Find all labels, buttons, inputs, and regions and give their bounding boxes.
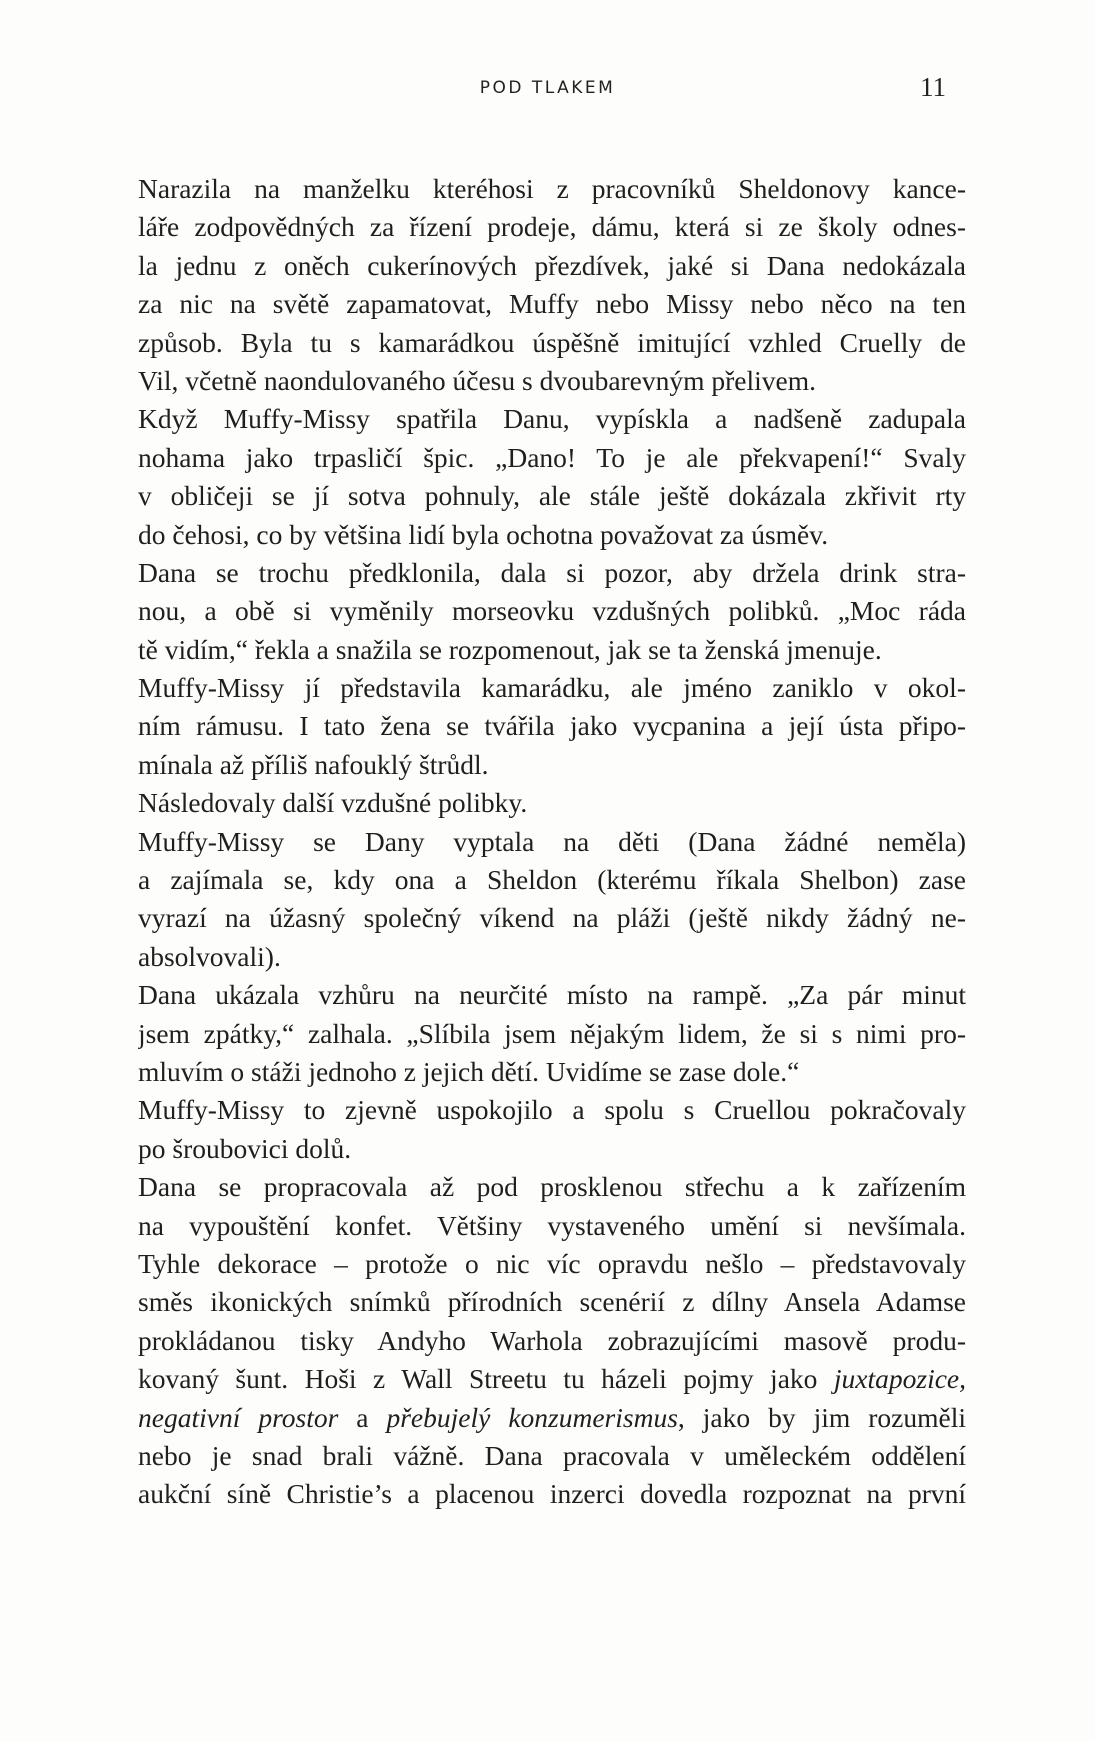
body-text: [138, 170, 966, 1514]
text-line: mluvím o stáži jednoho z jejich dětí. Uvidíme se zase dole.“: [138, 1055, 800, 1087]
italic-term: negativní prostor: [138, 1401, 339, 1433]
text-line: prokládanou tisky Andyho Warhola zobrazujícími masově produ-: [138, 1324, 966, 1356]
text-line: Muffy-Missy se Dany vyptala na děti (Dana žádné neměla): [138, 825, 966, 857]
text-line: Vil, včetně naondulovaného účesu s dvoubarevným přelivem.: [138, 364, 817, 396]
text-line: láře zodpovědných za řízení prodeje, dámu, která si ze školy odnes-: [138, 211, 966, 243]
page-number: 11: [920, 72, 946, 102]
text-run: a: [338, 1401, 387, 1433]
text-line: absolvovali).: [138, 940, 281, 972]
text-line: la jednu z oněch cukerínových přezdívek, jaké si Dana nedokázala: [138, 249, 966, 281]
italic-term: juxtapozice,: [833, 1363, 966, 1395]
text-line: aukční síně Christie’s a placenou inzerci dovedla rozpoznat na první: [138, 1478, 966, 1510]
text-line: po šroubovici dolů.: [138, 1132, 352, 1164]
paragraph-1: [138, 170, 966, 400]
text-line: Narazila na manželku kteréhosi z pracovníků Sheldonovy kance-: [138, 173, 966, 204]
paragraph-5: [138, 784, 966, 822]
text-line-with-italics: [138, 1399, 966, 1437]
text-line: za nic na světě zapamatovat, Muffy nebo Missy nebo něco na ten: [138, 288, 966, 320]
text-line: Dana se trochu předklonila, dala si pozor, aby držela drink stra-: [138, 556, 966, 588]
text-line: vyrazí na úžasný společný víkend na pláži (ještě nikdy žádný ne-: [138, 902, 966, 934]
text-run: , jako by jim rozuměli: [677, 1401, 966, 1433]
text-line: Následovaly další vzdušné polibky.: [138, 787, 528, 819]
text-line: do čehosi, co by většina lidí byla ochotna považovat za úsměv.: [138, 518, 829, 550]
paragraph-8: [138, 1091, 966, 1168]
text-line: na vypouštění konfet. Většiny vystaveného umění si nevšímala.: [138, 1209, 966, 1241]
paragraph-3: [138, 554, 966, 669]
paragraph-4: [138, 669, 966, 784]
text-line: jsem zpátky,“ zalhala. „Slíbila jsem nějakým lidem, že si s nimi pro-: [138, 1017, 966, 1049]
paragraph-9: [138, 1168, 966, 1514]
text-line: tě vidím,“ řekla a snažila se rozpomenout, jak se ta ženská jmenuje.: [138, 633, 882, 665]
text-line: Dana se propracovala až pod prosklenou střechu a k zařízením: [138, 1171, 966, 1203]
text-line: a zajímala se, kdy ona a Sheldon (kterému říkala Shelbon) zase: [138, 864, 966, 896]
italic-term: přebujelý konzumerismus: [386, 1401, 678, 1433]
text-line: ním rámusu. I tato žena se tvářila jako vycpanina a její ústa připo-: [138, 710, 966, 742]
text-line: směs ikonických snímků přírodních scenérií z dílny Ansela Adamse: [138, 1286, 966, 1318]
text-line: Tyhle dekorace – protože o nic víc opravdu nešlo – představovaly: [138, 1247, 966, 1279]
text-run: kovaný šunt. Hoši z Wall Streetu tu házeli pojmy jako: [138, 1363, 834, 1395]
text-line: Když Muffy-Missy spatřila Danu, vypískla a nadšeně zadupala: [138, 403, 966, 435]
text-line: nohama jako trpasličí špic. „Dano! To je ale překvapení!“ Svaly: [138, 441, 966, 473]
text-line-with-italics: [138, 1360, 966, 1398]
paragraph-6: [138, 823, 966, 977]
text-line: mínala až příliš nafouklý štrůdl.: [138, 748, 489, 780]
running-title: POD TLAKEM: [479, 78, 616, 98]
text-line: Dana ukázala vzhůru na neurčité místo na rampě. „Za pár minut: [138, 979, 966, 1011]
text-line: v obličeji se jí sotva pohnuly, ale stále ještě dokázala zkřivit rty: [138, 480, 966, 512]
text-line: Muffy-Missy jí představila kamarádku, ale jméno zaniklo v okol-: [138, 672, 966, 704]
text-line: způsob. Byla tu s kamarádkou úspěšně imitující vzhled Cruelly de: [138, 326, 966, 358]
text-line: nou, a obě si vyměnily morseovku vzdušných polibků. „Moc ráda: [138, 595, 966, 627]
paragraph-7: [138, 976, 966, 1091]
paragraph-2: [138, 400, 966, 554]
text-line: Muffy-Missy to zjevně uspokojilo a spolu s Cruellou pokračovaly: [138, 1094, 966, 1126]
text-line: nebo je snad brali vážně. Dana pracovala v uměleckém oddělení: [138, 1439, 966, 1471]
